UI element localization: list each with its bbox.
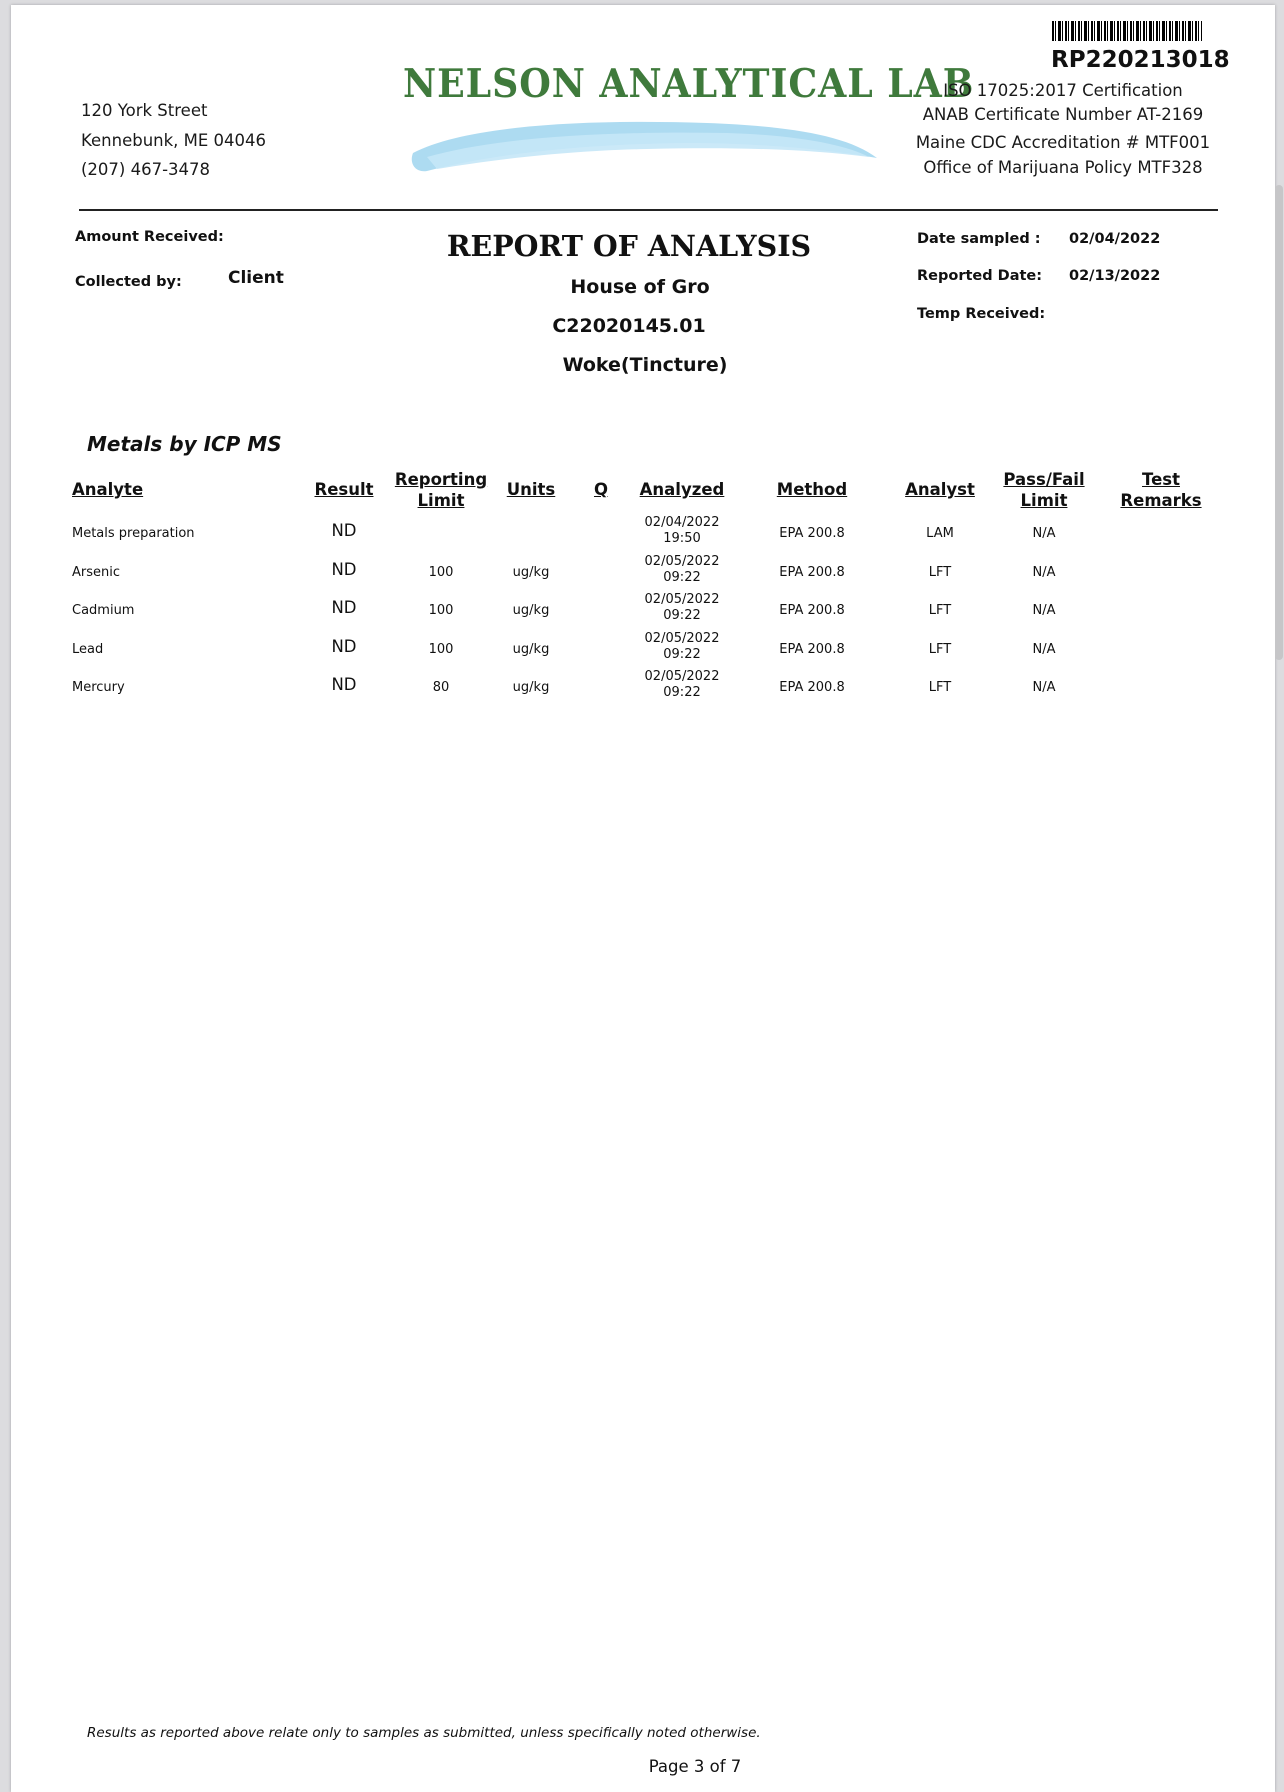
cell-result: ND <box>331 521 357 540</box>
cert-omp: Office of Marijuana Policy MTF328 <box>923 158 1203 177</box>
client-name: House of Gro <box>570 276 710 298</box>
cell-limit: 100 <box>428 603 454 618</box>
cell-analyte: Mercury <box>72 680 125 695</box>
cell-analyte: Cadmium <box>72 603 135 618</box>
cell-analyst: LFT <box>928 680 952 695</box>
cell-analyst: LAM <box>926 526 954 541</box>
vertical-scrollbar[interactable] <box>1275 185 1283 660</box>
header-divider <box>79 209 1218 211</box>
cell-pass-fail: N/A <box>1032 564 1056 580</box>
col-pass-fail-line1: Pass/Fail <box>1003 470 1085 489</box>
cell-method: EPA 200.8 <box>779 564 845 580</box>
cell-analyte: Metals preparation <box>72 526 195 541</box>
cell-units: ug/kg <box>512 603 550 618</box>
cell-pass-fail: N/A <box>1032 526 1056 541</box>
collected-by-label: Collected by: <box>75 274 182 290</box>
cell-analyzed-date: 02/05/2022 <box>644 553 720 569</box>
cell-method: EPA 200.8 <box>779 641 845 657</box>
temp-received-label: Temp Received: <box>917 306 1046 322</box>
cell-analyst: LFT <box>928 603 952 618</box>
cell-analyzed <box>627 631 737 663</box>
cell-result: ND <box>331 636 357 656</box>
cell-analyzed-date: 02/05/2022 <box>644 592 720 607</box>
reported-date-value: 02/13/2022 <box>1069 268 1161 284</box>
col-test-remarks <box>1111 469 1211 511</box>
col-analyzed: Analyzed <box>639 480 725 499</box>
cell-analyzed-time: 09:22 <box>663 685 701 700</box>
sample-id: C22020145.01 <box>552 315 706 337</box>
cell-analyst: LFT <box>928 641 952 657</box>
col-reporting-limit-line2: Limit <box>417 491 465 510</box>
cell-pass-fail: N/A <box>1032 603 1056 618</box>
cell-result: ND <box>331 598 357 617</box>
cell-pass-fail: N/A <box>1032 680 1056 695</box>
col-q: Q <box>593 480 609 499</box>
cell-analyzed <box>627 515 737 547</box>
page-number: Page 3 of 7 <box>648 1757 742 1776</box>
address-street: 120 York Street <box>81 101 208 120</box>
cell-method: EPA 200.8 <box>779 603 845 618</box>
cell-method: EPA 200.8 <box>779 680 845 695</box>
cell-analyte: Arsenic <box>72 564 121 580</box>
report-id: RP220213018 <box>1051 47 1230 73</box>
document-page <box>11 5 1275 1792</box>
report-title: REPORT OF ANALYSIS <box>446 229 812 263</box>
cert-maine-cdc: Maine CDC Accreditation # MTF001 <box>915 133 1211 152</box>
col-reporting-limit <box>391 469 491 511</box>
cell-analyzed <box>627 669 737 701</box>
col-test-remarks-line1: Test <box>1142 470 1180 489</box>
collected-by-value: Client <box>228 268 284 288</box>
cert-iso: ISO 17025:2017 Certification <box>943 81 1183 100</box>
cell-limit: 100 <box>428 641 454 657</box>
lab-name: NELSON ANALYTICAL LAB <box>403 61 975 107</box>
date-sampled-label: Date sampled : <box>917 231 1041 247</box>
cell-analyte: Lead <box>72 641 104 657</box>
cell-analyzed-date: 02/05/2022 <box>644 669 720 684</box>
cell-units: ug/kg <box>512 680 550 695</box>
cell-analyzed <box>627 554 737 586</box>
cell-analyzed-date: 02/05/2022 <box>644 630 720 646</box>
address-phone: (207) 467-3478 <box>81 160 211 179</box>
col-result: Result <box>314 480 374 499</box>
cell-result: ND <box>331 675 357 694</box>
col-test-remarks-line2: Remarks <box>1120 491 1202 510</box>
cert-anab: ANAB Certificate Number AT-2169 <box>922 105 1204 124</box>
cell-limit: 100 <box>428 564 454 580</box>
cell-analyzed-time: 09:22 <box>663 569 701 585</box>
col-pass-fail-line2: Limit <box>1020 491 1068 510</box>
section-title: Metals by ICP MS <box>87 432 282 456</box>
cell-units: ug/kg <box>512 564 550 580</box>
cell-analyzed-date: 02/04/2022 <box>644 515 720 530</box>
date-sampled-value: 02/04/2022 <box>1069 231 1161 247</box>
cell-analyzed-time: 19:50 <box>663 531 701 546</box>
cell-method: EPA 200.8 <box>779 526 845 541</box>
reported-date-label: Reported Date: <box>917 268 1043 284</box>
col-analyst: Analyst <box>905 480 975 499</box>
cell-analyst: LFT <box>928 564 952 580</box>
footer-note: Results as reported above relate only to samples as submitted, unless specifically noted otherwise. <box>87 1725 761 1741</box>
cell-analyzed-time: 09:22 <box>663 646 701 662</box>
col-analyte: Analyte <box>72 480 144 499</box>
product-name: Woke(Tincture) <box>562 354 728 376</box>
cell-result: ND <box>331 559 357 579</box>
col-units: Units <box>506 480 556 499</box>
amount-received-label: Amount Received: <box>75 229 224 245</box>
col-method: Method <box>776 480 848 499</box>
brush-stroke-logo <box>407 113 883 185</box>
cell-analyzed <box>627 592 737 624</box>
address-city: Kennebunk, ME 04046 <box>81 131 267 150</box>
cell-pass-fail: N/A <box>1032 641 1056 657</box>
col-pass-fail <box>989 469 1099 511</box>
barcode-icon <box>1052 21 1202 41</box>
col-reporting-limit-line1: Reporting <box>394 470 488 489</box>
cell-analyzed-time: 09:22 <box>663 608 701 623</box>
cell-limit: 80 <box>432 680 450 695</box>
cell-units: ug/kg <box>512 641 550 657</box>
